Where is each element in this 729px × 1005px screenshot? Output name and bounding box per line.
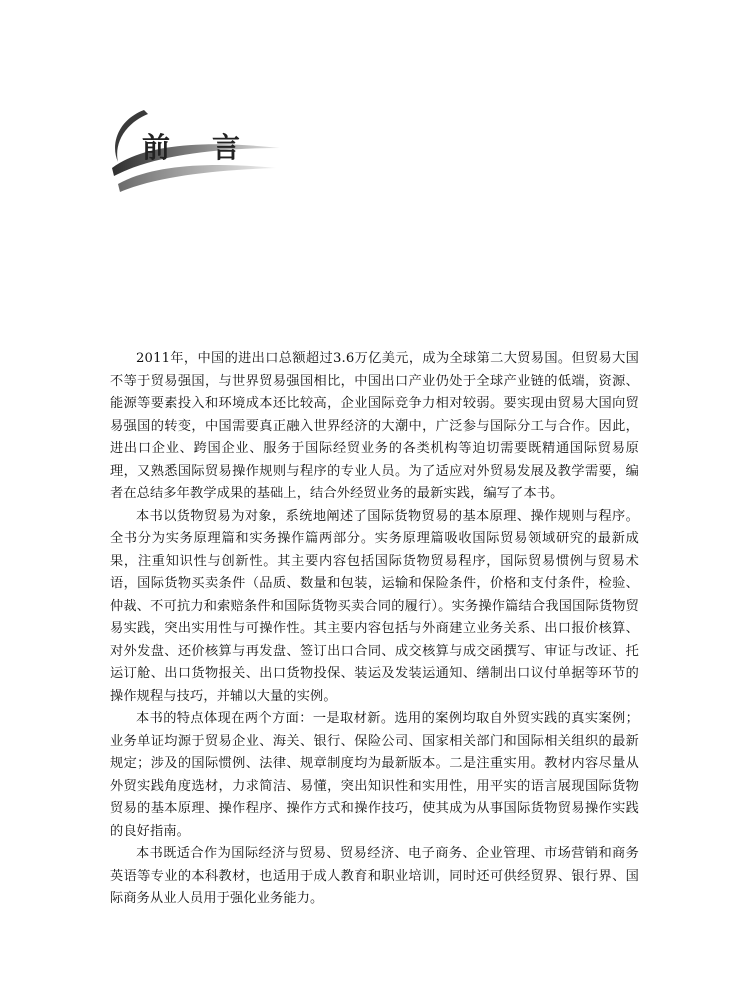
paragraph-4: 本书既适合作为国际经济与贸易、贸易经济、电子商务、企业管理、市场营销和商务英语等专业的本科教材，也适用于成人教育和职业培训，同时还可供经贸界、银行界、国际商务从业人员用于强化业务能力。 xyxy=(110,846,639,906)
preface-heading xyxy=(104,104,284,200)
swoosh-decoration-icon xyxy=(104,104,284,200)
paragraph-1: 2011年，中国的进出口总额超过3.6万亿美元，成为全球第二大贸易国。但贸易大国不等于贸易强国，与世界贸易强国相比，中国出口产业仍处于全球产业链的低端，资源、能源等要素投入和环境成本还比较高，企业国际竞争力相对较弱。要实现由贸易大国向贸易强国的转变，中国需要真正融入世界经济的大潮中，广泛参与国际分工与合作。因此，进出口企业、跨国企业、服务于国际经贸业务的各类机构等迫切需要既精通国际贸易原理，又熟悉国际贸易操作规则与程序的专业人员。为了适应对外贸易发展及教学需要，编者在总结多年教学成果的基础上，结合外经贸业务的最新实践，编写了本书。 xyxy=(110,351,639,501)
heading-char-second: 言 xyxy=(212,131,241,164)
heading-char-first: 前 xyxy=(142,131,171,164)
paragraph-2: 本书以货物贸易为对象，系统地阐述了国际货物贸易的基本原理、操作规则与程序。全书分为实务原理篇和实务操作篇两部分。实务原理篇吸收国际贸易领域研究的最新成果，注重知识性与创新性。其主要内容包括国际货物贸易程序，国际贸易惯例与贸易术语，国际货物买卖条件（品质、数量和包装，运输和保险条件，价格和支付条件，检验、仲裁、不可抗力和索赔条件和国际货物买卖合同的履行）。实务操作篇结合我国国际货物贸易实践，突出实用性与可操作性。其主要内容包括与外商建立业务关系、出口报价核算、对外发盘、还价核算与再发盘、签订出口合同、成交核算与成交函撰写、审证与改证、托运订舱、出口货物报关、出口货物投保、装运及发装运通知、缮制出口议付单据等环节的操作规程与技巧，并辅以大量的实例。 xyxy=(110,508,639,704)
preface-body xyxy=(110,348,639,911)
paragraph-3: 本书的特点体现在两个方面：一是取材新。选用的案例均取自外贸实践的真实案例；业务单证均源于贸易企业、海关、银行、保险公司、国家相关部门和国际相关组织的最新规定；涉及的国际惯例、法律、规章制度均为最新版本。二是注重实用。教材内容尽量从外贸实践角度选材，力求简洁、易懂，突出知识性和实用性，用平实的语言展现国际货物贸易的基本原理、操作程序、操作方式和操作技巧，使其成为从事国际货物贸易操作实践的良好指南。 xyxy=(110,711,639,839)
